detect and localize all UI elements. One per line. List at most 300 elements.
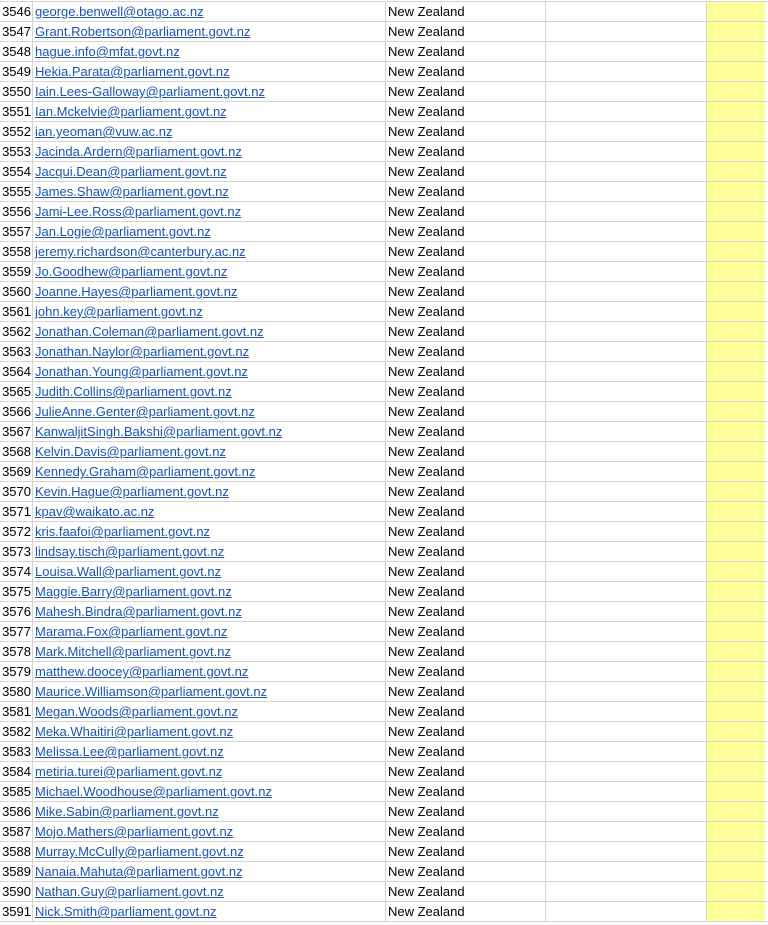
empty-cell[interactable] bbox=[546, 542, 707, 561]
empty-cell[interactable] bbox=[546, 482, 707, 501]
country-cell[interactable]: New Zealand bbox=[386, 862, 546, 881]
highlighted-cell[interactable] bbox=[707, 822, 765, 841]
highlighted-cell[interactable] bbox=[707, 522, 765, 541]
empty-cell[interactable] bbox=[546, 242, 707, 261]
empty-cell[interactable] bbox=[546, 662, 707, 681]
email-cell[interactable] bbox=[33, 762, 386, 781]
country-cell[interactable]: New Zealand bbox=[386, 522, 546, 541]
email-cell[interactable] bbox=[33, 502, 386, 521]
country-cell[interactable]: New Zealand bbox=[386, 782, 546, 801]
empty-cell[interactable] bbox=[546, 402, 707, 421]
highlighted-cell[interactable] bbox=[707, 762, 765, 781]
table-row bbox=[0, 902, 768, 922]
row-number[interactable]: 3564 bbox=[0, 362, 33, 381]
email-cell[interactable] bbox=[33, 742, 386, 761]
row-number[interactable]: 3553 bbox=[0, 142, 33, 161]
row-number[interactable]: 3572 bbox=[0, 522, 33, 541]
empty-cell[interactable] bbox=[546, 562, 707, 581]
table-row bbox=[0, 782, 768, 802]
row-number[interactable]: 3557 bbox=[0, 222, 33, 241]
table-row bbox=[0, 302, 768, 322]
country-cell[interactable]: New Zealand bbox=[386, 362, 546, 381]
country-cell[interactable]: New Zealand bbox=[386, 442, 546, 461]
table-row bbox=[0, 442, 768, 462]
table-row bbox=[0, 282, 768, 302]
empty-cell[interactable] bbox=[546, 202, 707, 221]
email-cell[interactable] bbox=[33, 422, 386, 441]
empty-cell[interactable] bbox=[546, 82, 707, 101]
table-row bbox=[0, 662, 768, 682]
email-cell[interactable] bbox=[33, 2, 386, 21]
empty-cell[interactable] bbox=[546, 782, 707, 801]
email-link[interactable]: Jan.Logie@parliament.govt.nz bbox=[35, 224, 211, 239]
row-number[interactable]: 3574 bbox=[0, 562, 33, 581]
country-cell[interactable]: New Zealand bbox=[386, 182, 546, 201]
country-cell[interactable]: New Zealand bbox=[386, 2, 546, 21]
row-number[interactable]: 3550 bbox=[0, 82, 33, 101]
email-link[interactable]: jeremy.richardson@canterbury.ac.nz bbox=[35, 244, 246, 259]
email-link[interactable]: Nick.Smith@parliament.govt.nz bbox=[35, 904, 217, 919]
email-link[interactable]: Jonathan.Young@parliament.govt.nz bbox=[35, 364, 248, 379]
row-number[interactable]: 3573 bbox=[0, 542, 33, 561]
country-cell[interactable]: New Zealand bbox=[386, 342, 546, 361]
row-number[interactable]: 3549 bbox=[0, 62, 33, 81]
email-link[interactable]: Mark.Mitchell@parliament.govt.nz bbox=[35, 644, 231, 659]
highlighted-cell[interactable] bbox=[707, 282, 765, 301]
row-number[interactable]: 3577 bbox=[0, 622, 33, 641]
row-number[interactable]: 3570 bbox=[0, 482, 33, 501]
country-cell[interactable]: New Zealand bbox=[386, 102, 546, 121]
table-row bbox=[0, 502, 768, 522]
row-number[interactable]: 3569 bbox=[0, 462, 33, 481]
email-cell[interactable] bbox=[33, 22, 386, 41]
country-cell[interactable]: New Zealand bbox=[386, 882, 546, 901]
row-number[interactable]: 3563 bbox=[0, 342, 33, 361]
row-number[interactable]: 3555 bbox=[0, 182, 33, 201]
row-number[interactable]: 3546 bbox=[0, 2, 33, 21]
email-cell[interactable] bbox=[33, 522, 386, 541]
spreadsheet-grid bbox=[0, 2, 768, 922]
highlighted-cell[interactable] bbox=[707, 602, 765, 621]
email-cell[interactable] bbox=[33, 362, 386, 381]
country-cell[interactable]: New Zealand bbox=[386, 222, 546, 241]
email-link[interactable]: Jonathan.Coleman@parliament.govt.nz bbox=[35, 324, 264, 339]
email-cell[interactable] bbox=[33, 82, 386, 101]
table-row bbox=[0, 462, 768, 482]
highlighted-cell[interactable] bbox=[707, 622, 765, 641]
highlighted-cell[interactable] bbox=[707, 662, 765, 681]
highlighted-cell[interactable] bbox=[707, 362, 765, 381]
row-number[interactable]: 3579 bbox=[0, 662, 33, 681]
email-cell[interactable] bbox=[33, 702, 386, 721]
country-cell[interactable]: New Zealand bbox=[386, 382, 546, 401]
highlighted-cell[interactable] bbox=[707, 542, 765, 561]
empty-cell[interactable] bbox=[546, 722, 707, 741]
row-number[interactable]: 3586 bbox=[0, 802, 33, 821]
country-cell[interactable]: New Zealand bbox=[386, 282, 546, 301]
country-cell[interactable]: New Zealand bbox=[386, 562, 546, 581]
table-row bbox=[0, 182, 768, 202]
email-link[interactable]: Mahesh.Bindra@parliament.govt.nz bbox=[35, 604, 242, 619]
table-row bbox=[0, 382, 768, 402]
highlighted-cell[interactable] bbox=[707, 262, 765, 281]
table-row bbox=[0, 482, 768, 502]
highlighted-cell[interactable] bbox=[707, 462, 765, 481]
row-number[interactable]: 3584 bbox=[0, 762, 33, 781]
highlighted-cell[interactable] bbox=[707, 562, 765, 581]
country-cell[interactable]: New Zealand bbox=[386, 822, 546, 841]
table-row bbox=[0, 222, 768, 242]
email-link[interactable]: Joanne.Hayes@parliament.govt.nz bbox=[35, 284, 238, 299]
row-number[interactable]: 3585 bbox=[0, 782, 33, 801]
email-link[interactable]: Louisa.Wall@parliament.govt.nz bbox=[35, 564, 222, 579]
highlighted-cell[interactable] bbox=[707, 2, 765, 21]
email-cell[interactable] bbox=[33, 642, 386, 661]
table-row bbox=[0, 2, 768, 22]
highlighted-cell[interactable] bbox=[707, 342, 765, 361]
row-number[interactable]: 3561 bbox=[0, 302, 33, 321]
highlighted-cell[interactable] bbox=[707, 902, 765, 921]
email-link[interactable]: Judith.Collins@parliament.govt.nz bbox=[35, 384, 232, 399]
highlighted-cell[interactable] bbox=[707, 102, 765, 121]
empty-cell[interactable] bbox=[546, 682, 707, 701]
email-link[interactable]: john.key@parliament.govt.nz bbox=[35, 304, 203, 319]
country-cell[interactable]: New Zealand bbox=[386, 162, 546, 181]
country-cell[interactable]: New Zealand bbox=[386, 62, 546, 81]
row-number[interactable]: 3582 bbox=[0, 722, 33, 741]
empty-cell[interactable] bbox=[546, 382, 707, 401]
email-link[interactable]: Mike.Sabin@parliament.govt.nz bbox=[35, 804, 219, 819]
email-link[interactable]: matthew.doocey@parliament.govt.nz bbox=[35, 664, 249, 679]
table-row bbox=[0, 542, 768, 562]
country-cell[interactable]: New Zealand bbox=[386, 722, 546, 741]
highlighted-cell[interactable] bbox=[707, 242, 765, 261]
country-cell[interactable]: New Zealand bbox=[386, 842, 546, 861]
email-link[interactable]: Megan.Woods@parliament.govt.nz bbox=[35, 704, 239, 719]
country-cell[interactable]: New Zealand bbox=[386, 682, 546, 701]
row-number[interactable]: 3560 bbox=[0, 282, 33, 301]
empty-cell[interactable] bbox=[546, 642, 707, 661]
email-link[interactable]: Meka.Whaitiri@parliament.govt.nz bbox=[35, 724, 234, 739]
highlighted-cell[interactable] bbox=[707, 302, 765, 321]
highlighted-cell[interactable] bbox=[707, 82, 765, 101]
email-link[interactable]: Grant.Robertson@parliament.govt.nz bbox=[35, 24, 251, 39]
email-cell[interactable] bbox=[33, 482, 386, 501]
country-cell[interactable]: New Zealand bbox=[386, 422, 546, 441]
email-cell[interactable] bbox=[33, 842, 386, 861]
email-cell[interactable] bbox=[33, 142, 386, 161]
email-link[interactable]: Michael.Woodhouse@parliament.govt.nz bbox=[35, 784, 272, 799]
table-row bbox=[0, 342, 768, 362]
empty-cell[interactable] bbox=[546, 422, 707, 441]
email-cell[interactable] bbox=[33, 782, 386, 801]
empty-cell[interactable] bbox=[546, 222, 707, 241]
email-link[interactable]: KanwaljitSingh.Bakshi@parliament.govt.nz bbox=[35, 424, 283, 439]
empty-cell[interactable] bbox=[546, 462, 707, 481]
email-cell[interactable] bbox=[33, 542, 386, 561]
email-link[interactable]: JulieAnne.Genter@parliament.govt.nz bbox=[35, 404, 255, 419]
highlighted-cell[interactable] bbox=[707, 422, 765, 441]
empty-cell[interactable] bbox=[546, 362, 707, 381]
country-cell[interactable]: New Zealand bbox=[386, 242, 546, 261]
email-cell[interactable] bbox=[33, 302, 386, 321]
email-cell[interactable] bbox=[33, 682, 386, 701]
table-row bbox=[0, 22, 768, 42]
email-cell[interactable] bbox=[33, 582, 386, 601]
empty-cell[interactable] bbox=[546, 842, 707, 861]
email-cell[interactable] bbox=[33, 902, 386, 921]
email-link[interactable]: Maurice.Williamson@parliament.govt.nz bbox=[35, 684, 268, 699]
empty-cell[interactable] bbox=[546, 742, 707, 761]
row-number[interactable]: 3551 bbox=[0, 102, 33, 121]
empty-cell[interactable] bbox=[546, 442, 707, 461]
highlighted-cell[interactable] bbox=[707, 402, 765, 421]
email-cell[interactable] bbox=[33, 342, 386, 361]
highlighted-cell[interactable] bbox=[707, 722, 765, 741]
empty-cell[interactable] bbox=[546, 762, 707, 781]
email-cell[interactable] bbox=[33, 182, 386, 201]
country-cell[interactable]: New Zealand bbox=[386, 122, 546, 141]
email-cell[interactable] bbox=[33, 882, 386, 901]
empty-cell[interactable] bbox=[546, 2, 707, 21]
row-number[interactable]: 3547 bbox=[0, 22, 33, 41]
row-number[interactable]: 3588 bbox=[0, 842, 33, 861]
email-link[interactable]: hague.info@mfat.govt.nz bbox=[35, 44, 180, 59]
email-cell[interactable] bbox=[33, 162, 386, 181]
country-cell[interactable]: New Zealand bbox=[386, 802, 546, 821]
row-number[interactable]: 3562 bbox=[0, 322, 33, 341]
country-cell[interactable]: New Zealand bbox=[386, 622, 546, 641]
country-cell[interactable]: New Zealand bbox=[386, 262, 546, 281]
highlighted-cell[interactable] bbox=[707, 702, 765, 721]
empty-cell[interactable] bbox=[546, 122, 707, 141]
highlighted-cell[interactable] bbox=[707, 642, 765, 661]
row-number[interactable]: 3580 bbox=[0, 682, 33, 701]
empty-cell[interactable] bbox=[546, 322, 707, 341]
highlighted-cell[interactable] bbox=[707, 202, 765, 221]
email-cell[interactable] bbox=[33, 562, 386, 581]
email-link[interactable]: Nathan.Guy@parliament.govt.nz bbox=[35, 884, 224, 899]
email-cell[interactable] bbox=[33, 322, 386, 341]
email-link[interactable]: Jacinda.Ardern@parliament.govt.nz bbox=[35, 144, 242, 159]
email-link[interactable]: Mojo.Mathers@parliament.govt.nz bbox=[35, 824, 234, 839]
country-cell[interactable]: New Zealand bbox=[386, 322, 546, 341]
table-row bbox=[0, 622, 768, 642]
country-cell[interactable]: New Zealand bbox=[386, 22, 546, 41]
email-cell[interactable] bbox=[33, 462, 386, 481]
row-number[interactable]: 3571 bbox=[0, 502, 33, 521]
highlighted-cell[interactable] bbox=[707, 882, 765, 901]
country-cell[interactable]: New Zealand bbox=[386, 82, 546, 101]
row-number[interactable]: 3567 bbox=[0, 422, 33, 441]
highlighted-cell[interactable] bbox=[707, 162, 765, 181]
empty-cell[interactable] bbox=[546, 342, 707, 361]
highlighted-cell[interactable] bbox=[707, 182, 765, 201]
empty-cell[interactable] bbox=[546, 702, 707, 721]
highlighted-cell[interactable] bbox=[707, 322, 765, 341]
country-cell[interactable]: New Zealand bbox=[386, 542, 546, 561]
highlighted-cell[interactable] bbox=[707, 382, 765, 401]
empty-cell[interactable] bbox=[546, 282, 707, 301]
row-number[interactable]: 3548 bbox=[0, 42, 33, 61]
email-cell[interactable] bbox=[33, 262, 386, 281]
row-number[interactable]: 3554 bbox=[0, 162, 33, 181]
email-cell[interactable] bbox=[33, 862, 386, 881]
email-cell[interactable] bbox=[33, 402, 386, 421]
row-number[interactable]: 3591 bbox=[0, 902, 33, 921]
empty-cell[interactable] bbox=[546, 262, 707, 281]
email-link[interactable]: metiria.turei@parliament.govt.nz bbox=[35, 764, 223, 779]
table-row bbox=[0, 42, 768, 62]
highlighted-cell[interactable] bbox=[707, 62, 765, 81]
highlighted-cell[interactable] bbox=[707, 802, 765, 821]
highlighted-cell[interactable] bbox=[707, 222, 765, 241]
email-cell[interactable] bbox=[33, 62, 386, 81]
email-link[interactable]: Jonathan.Naylor@parliament.govt.nz bbox=[35, 344, 250, 359]
email-link[interactable]: ian.yeoman@vuw.ac.nz bbox=[35, 124, 173, 139]
empty-cell[interactable] bbox=[546, 182, 707, 201]
email-link[interactable]: Kelvin.Davis@parliament.govt.nz bbox=[35, 444, 226, 459]
email-cell[interactable] bbox=[33, 42, 386, 61]
country-cell[interactable]: New Zealand bbox=[386, 762, 546, 781]
table-row bbox=[0, 362, 768, 382]
email-cell[interactable] bbox=[33, 382, 386, 401]
row-number[interactable]: 3558 bbox=[0, 242, 33, 261]
email-link[interactable]: Jo.Goodhew@parliament.govt.nz bbox=[35, 264, 228, 279]
empty-cell[interactable] bbox=[546, 102, 707, 121]
email-link[interactable]: kris.faafoi@parliament.govt.nz bbox=[35, 524, 211, 539]
email-link[interactable]: Ian.Mckelvie@parliament.govt.nz bbox=[35, 104, 227, 119]
country-cell[interactable]: New Zealand bbox=[386, 582, 546, 601]
email-cell[interactable] bbox=[33, 222, 386, 241]
email-cell[interactable] bbox=[33, 282, 386, 301]
row-number[interactable]: 3575 bbox=[0, 582, 33, 601]
email-link[interactable]: Kennedy.Graham@parliament.govt.nz bbox=[35, 464, 256, 479]
email-link[interactable]: Kevin.Hague@parliament.govt.nz bbox=[35, 484, 229, 499]
country-cell[interactable]: New Zealand bbox=[386, 502, 546, 521]
country-cell[interactable]: New Zealand bbox=[386, 142, 546, 161]
email-cell[interactable] bbox=[33, 622, 386, 641]
empty-cell[interactable] bbox=[546, 62, 707, 81]
country-cell[interactable]: New Zealand bbox=[386, 662, 546, 681]
empty-cell[interactable] bbox=[546, 822, 707, 841]
email-link[interactable]: george.benwell@otago.ac.nz bbox=[35, 4, 204, 19]
row-number[interactable]: 3559 bbox=[0, 262, 33, 281]
table-row bbox=[0, 562, 768, 582]
row-number[interactable]: 3576 bbox=[0, 602, 33, 621]
highlighted-cell[interactable] bbox=[707, 122, 765, 141]
country-cell[interactable]: New Zealand bbox=[386, 202, 546, 221]
country-cell[interactable]: New Zealand bbox=[386, 602, 546, 621]
row-number[interactable]: 3581 bbox=[0, 702, 33, 721]
empty-cell[interactable] bbox=[546, 622, 707, 641]
row-number[interactable]: 3565 bbox=[0, 382, 33, 401]
table-row bbox=[0, 762, 768, 782]
row-number[interactable]: 3552 bbox=[0, 122, 33, 141]
email-link[interactable]: Jacqui.Dean@parliament.govt.nz bbox=[35, 164, 227, 179]
email-cell[interactable] bbox=[33, 722, 386, 741]
country-cell[interactable]: New Zealand bbox=[386, 402, 546, 421]
email-cell[interactable] bbox=[33, 122, 386, 141]
empty-cell[interactable] bbox=[546, 22, 707, 41]
empty-cell[interactable] bbox=[546, 582, 707, 601]
highlighted-cell[interactable] bbox=[707, 502, 765, 521]
email-cell[interactable] bbox=[33, 662, 386, 681]
empty-cell[interactable] bbox=[546, 882, 707, 901]
email-cell[interactable] bbox=[33, 202, 386, 221]
highlighted-cell[interactable] bbox=[707, 862, 765, 881]
email-cell[interactable] bbox=[33, 802, 386, 821]
empty-cell[interactable] bbox=[546, 862, 707, 881]
row-number[interactable]: 3589 bbox=[0, 862, 33, 881]
empty-cell[interactable] bbox=[546, 522, 707, 541]
email-link[interactable]: Nanaia.Mahuta@parliament.govt.nz bbox=[35, 864, 243, 879]
highlighted-cell[interactable] bbox=[707, 682, 765, 701]
country-cell[interactable]: New Zealand bbox=[386, 42, 546, 61]
email-cell[interactable] bbox=[33, 442, 386, 461]
email-link[interactable]: Jami-Lee.Ross@parliament.govt.nz bbox=[35, 204, 242, 219]
empty-cell[interactable] bbox=[546, 602, 707, 621]
email-link[interactable]: Maggie.Barry@parliament.govt.nz bbox=[35, 584, 232, 599]
highlighted-cell[interactable] bbox=[707, 482, 765, 501]
row-number[interactable]: 3587 bbox=[0, 822, 33, 841]
empty-cell[interactable] bbox=[546, 42, 707, 61]
email-cell[interactable] bbox=[33, 102, 386, 121]
email-link[interactable]: lindsay.tisch@parliament.govt.nz bbox=[35, 544, 225, 559]
email-link[interactable]: Melissa.Lee@parliament.govt.nz bbox=[35, 744, 224, 759]
table-row bbox=[0, 102, 768, 122]
email-link[interactable]: kpav@waikato.ac.nz bbox=[35, 504, 155, 519]
empty-cell[interactable] bbox=[546, 302, 707, 321]
email-link[interactable]: Marama.Fox@parliament.govt.nz bbox=[35, 624, 228, 639]
row-number[interactable]: 3578 bbox=[0, 642, 33, 661]
country-cell[interactable]: New Zealand bbox=[386, 302, 546, 321]
empty-cell[interactable] bbox=[546, 502, 707, 521]
country-cell[interactable]: New Zealand bbox=[386, 902, 546, 921]
country-cell[interactable]: New Zealand bbox=[386, 642, 546, 661]
email-cell[interactable] bbox=[33, 602, 386, 621]
email-cell[interactable] bbox=[33, 822, 386, 841]
empty-cell[interactable] bbox=[546, 162, 707, 181]
country-cell[interactable]: New Zealand bbox=[386, 482, 546, 501]
empty-cell[interactable] bbox=[546, 902, 707, 921]
email-link[interactable]: Murray.McCully@parliament.govt.nz bbox=[35, 844, 244, 859]
country-cell[interactable]: New Zealand bbox=[386, 462, 546, 481]
empty-cell[interactable] bbox=[546, 802, 707, 821]
empty-cell[interactable] bbox=[546, 142, 707, 161]
row-number[interactable]: 3566 bbox=[0, 402, 33, 421]
country-cell[interactable]: New Zealand bbox=[386, 742, 546, 761]
email-link[interactable]: Iain.Lees-Galloway@parliament.govt.nz bbox=[35, 84, 265, 99]
highlighted-cell[interactable] bbox=[707, 22, 765, 41]
row-number[interactable]: 3556 bbox=[0, 202, 33, 221]
highlighted-cell[interactable] bbox=[707, 842, 765, 861]
highlighted-cell[interactable] bbox=[707, 142, 765, 161]
email-link[interactable]: Hekia.Parata@parliament.govt.nz bbox=[35, 64, 230, 79]
highlighted-cell[interactable] bbox=[707, 782, 765, 801]
email-cell[interactable] bbox=[33, 242, 386, 261]
highlighted-cell[interactable] bbox=[707, 582, 765, 601]
highlighted-cell[interactable] bbox=[707, 742, 765, 761]
table-row bbox=[0, 582, 768, 602]
row-number[interactable]: 3583 bbox=[0, 742, 33, 761]
row-number[interactable]: 3568 bbox=[0, 442, 33, 461]
highlighted-cell[interactable] bbox=[707, 42, 765, 61]
country-cell[interactable]: New Zealand bbox=[386, 702, 546, 721]
row-number[interactable]: 3590 bbox=[0, 882, 33, 901]
highlighted-cell[interactable] bbox=[707, 442, 765, 461]
email-link[interactable]: James.Shaw@parliament.govt.nz bbox=[35, 184, 229, 199]
